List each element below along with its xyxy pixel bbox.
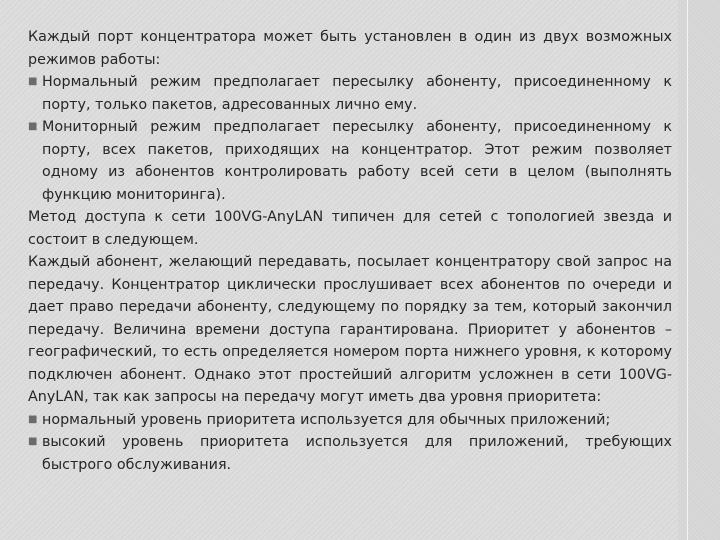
bullet-normal-priority — [28, 409, 672, 432]
square-bullet-icon: ■ — [28, 436, 38, 447]
square-bullet-icon: ■ — [28, 413, 38, 425]
bullet-monitor-mode-text: Мониторный режим предполагает пересылку абоненту, присоединенному к порту, всех пакетов, приходящих на концентратор. Этот режим позволяет одному из абонентов контролировать работу всей сети в целом (выполнять функцию мониторинга). — [42, 119, 672, 203]
paragraph-port-modes: Каждый порт концентратора может быть установлен в один из двух возможных режимов работы: — [28, 29, 672, 68]
bullet-high-priority-text: высокий уровень приоритета используется для приложений, требующих быстрого обслуживания. — [42, 434, 672, 473]
square-bullet-icon: ■ — [28, 76, 38, 87]
decorative-vertical-line — [687, 0, 688, 540]
paragraph-access-method: Метод доступа к сети 100VG-AnyLAN типичен для сетей с топологией звезда и состоит в следующем. — [28, 209, 672, 248]
slide-text-body — [28, 26, 672, 476]
bullet-high-priority — [28, 431, 672, 476]
bullet-monitor-mode — [28, 116, 672, 206]
bullet-normal-priority-text: нормальный уровень приоритета используется для обычных приложений; — [42, 411, 611, 428]
bullet-normal-mode-text: Нормальный режим предполагает пересылку абоненту, присоединенному к порту, только пакетов, адресованных лично ему. — [42, 74, 672, 113]
bullet-normal-mode — [28, 71, 672, 116]
square-bullet-icon: ■ — [28, 121, 38, 132]
paragraph-request-procedure: Каждый абонент, желающий передавать, посылает концентратору свой запрос на передачу. Концентратор циклически прослушивает всех абонентов по очереди и дает право передачи абоненту, следующему по порядку за тем, который закончил передачу. Величина времени доступа гарантирована. Приоритет у абонентов – географический, то есть определяется номером порта нижнего уровня, к которому подключен абонент. Однако этот простейший алгоритм усложнен в сети 100VG-AnyLAN, так как запросы на передачу могут иметь два уровня приоритета: — [28, 254, 672, 405]
decorative-right-band — [678, 0, 720, 540]
